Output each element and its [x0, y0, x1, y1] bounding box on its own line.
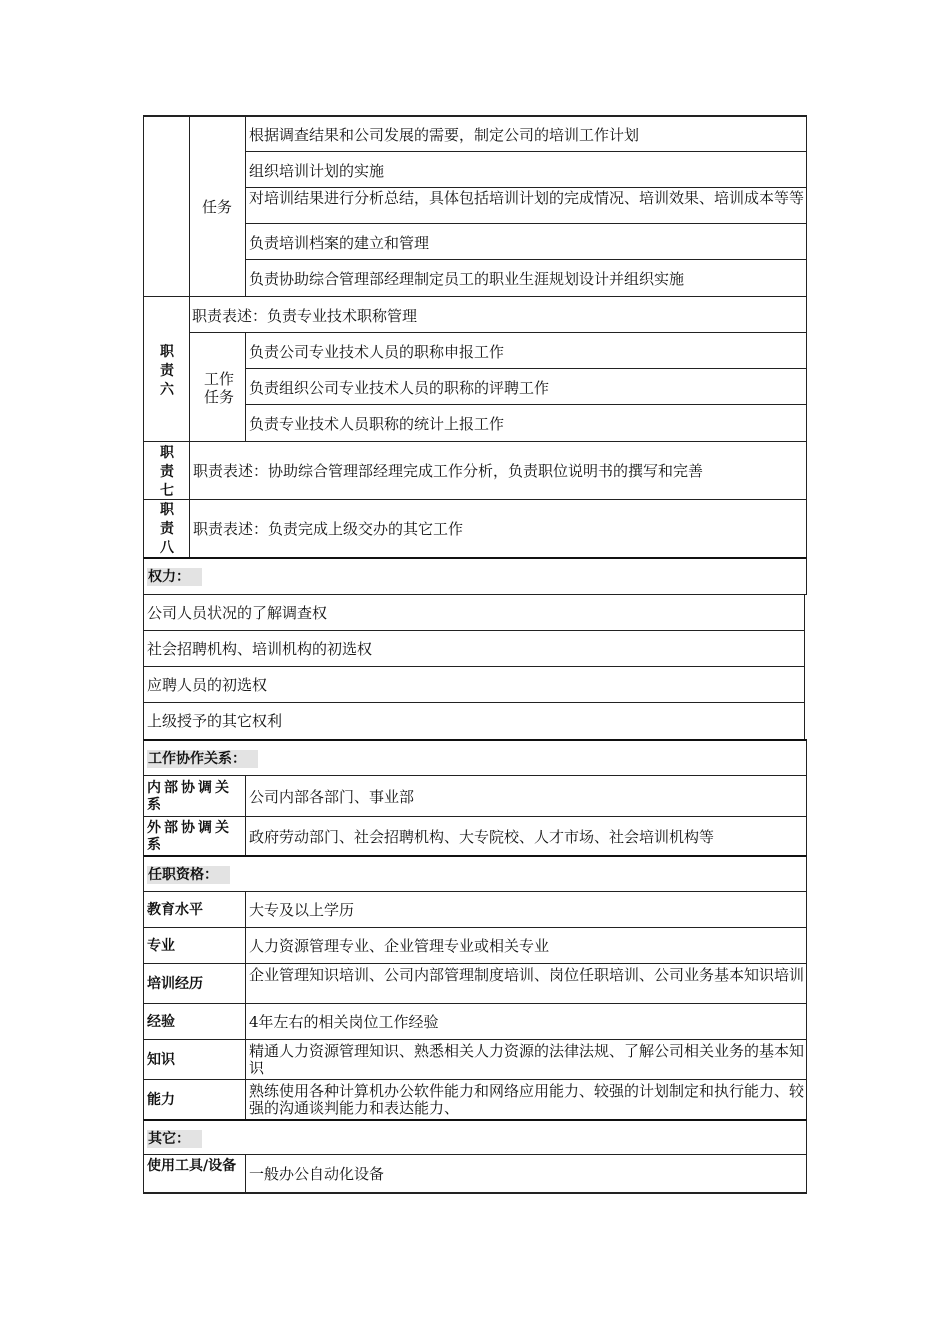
task-text: 对培训结果进行分析总结，具体包括培训计划的完成情况、培训效果、培训成本等等 — [249, 189, 805, 207]
qualification-label-cell — [143, 891, 246, 928]
qualification-label: 专业 — [147, 938, 175, 954]
others-value-cell — [245, 1154, 807, 1194]
others-label: 使用工具/设备 — [147, 1158, 237, 1174]
duty-statement: 职责表述：协助综合管理部经理完成工作分析，负责职位说明书的撰写和完善 — [193, 462, 704, 480]
duty5-task-row — [245, 223, 807, 260]
qualification-value: 企业管理知识培训、公司内部管理制度培训、岗位任职培训、公司业务基本知识培训 — [249, 966, 805, 984]
duty5-task-row — [245, 259, 807, 297]
relation-value-cell — [245, 775, 807, 817]
qualification-label: 培训经历 — [147, 976, 203, 992]
duty-statement: 职责表述：负责完成上级交办的其它工作 — [193, 520, 464, 538]
relation-value: 公司内部各部门、事业部 — [249, 788, 415, 806]
qualification-value: 大专及以上学历 — [249, 901, 355, 919]
qualification-value-cell — [245, 891, 807, 928]
qualification-value: 人力资源管理专业、企业管理专业或相关专业 — [249, 937, 550, 955]
powers-header — [143, 557, 807, 595]
duty5-task-label-cell — [189, 115, 246, 297]
section-title: 工作协作关系： — [147, 750, 258, 768]
qualification-value: 熟练使用各种计算机办公软件能力和网络应用能力、较强的计划制定和执行能力、较强的沟通谈判能力和表达能力、 — [249, 1082, 805, 1117]
task-text: 负责培训档案的建立和管理 — [249, 234, 430, 252]
power-text: 应聘人员的初选权 — [147, 676, 268, 694]
qualification-label-cell — [143, 1039, 246, 1080]
duty-statement: 职责表述：负责专业技术职称管理 — [192, 307, 418, 325]
duty6-task-row — [245, 332, 807, 369]
task-text: 负责组织公司专业技术人员的职称的评聘工作 — [249, 379, 550, 397]
task-label: 任务 — [202, 198, 233, 216]
qualification-label: 经验 — [147, 1014, 175, 1030]
duty6-task-row — [245, 404, 807, 442]
duty5-task-row — [245, 151, 807, 188]
others-label-cell — [143, 1154, 246, 1194]
qualification-value-cell — [245, 1003, 807, 1040]
duty-label: 职责七 — [160, 445, 174, 499]
duty7-statement-row — [189, 441, 807, 500]
duty5-task-row — [245, 187, 807, 224]
relation-label: 外部协调关系 — [147, 820, 232, 853]
relations-header — [143, 739, 807, 776]
task-text: 负责协助综合管理部经理制定员工的职业生涯规划设计并组织实施 — [249, 270, 685, 288]
power-text: 社会招聘机构、培训机构的初选权 — [147, 640, 373, 658]
others-value: 一般办公自动化设备 — [249, 1165, 385, 1183]
power-row — [143, 702, 805, 740]
power-text: 公司人员状况的了解调查权 — [147, 604, 328, 622]
relation-label: 内部协调关系 — [147, 780, 232, 813]
relation-label-cell — [143, 816, 246, 857]
duty-label: 职责六 — [160, 344, 174, 398]
duty5-task-row — [245, 115, 807, 152]
qualification-label-cell — [143, 963, 246, 1004]
duty6-task-row — [245, 368, 807, 405]
qualification-value: 精通人力资源管理知识、熟悉相关人力资源的法律法规、了解公司相关业务的基本知识 — [249, 1042, 805, 1077]
qualification-value-cell — [245, 1039, 807, 1080]
task-text: 负责专业技术人员职称的统计上报工作 — [249, 415, 505, 433]
qualification-label: 教育水平 — [147, 902, 203, 918]
task-text: 根据调查结果和公司发展的需要，制定公司的培训工作计划 — [249, 126, 640, 144]
qualification-value-cell — [245, 1079, 807, 1120]
others-header — [143, 1119, 807, 1155]
power-row — [143, 666, 805, 703]
qualification-label-cell — [143, 1003, 246, 1040]
relation-value: 政府劳动部门、社会招聘机构、大专院校、人才市场、社会培训机构等 — [249, 828, 715, 846]
duty5-label-cell — [143, 115, 190, 297]
power-row — [143, 594, 805, 631]
duty-label: 职责八 — [160, 502, 174, 556]
qualification-label-cell — [143, 1079, 246, 1120]
duty8-statement-row — [189, 499, 807, 558]
qualification-label: 能力 — [147, 1092, 175, 1108]
duty6-statement-row — [189, 296, 807, 333]
relation-label-cell — [143, 775, 246, 817]
qualification-value: 4年左右的相关岗位工作经验 — [249, 1013, 439, 1031]
section-title: 权力： — [147, 568, 202, 586]
qualification-label: 知识 — [147, 1052, 175, 1068]
duty6-label-cell — [143, 296, 190, 442]
power-text: 上级授予的其它权利 — [147, 712, 283, 730]
qualification-value-cell — [245, 963, 807, 1004]
relation-value-cell — [245, 816, 807, 857]
qualification-label-cell — [143, 927, 246, 964]
duty6-task-label-cell — [189, 332, 246, 442]
duty8-label-cell — [143, 499, 190, 558]
qualification-value-cell — [245, 927, 807, 964]
section-title: 其它： — [147, 1130, 202, 1148]
task-text: 负责公司专业技术人员的职称申报工作 — [249, 343, 505, 361]
task-text: 组织培训计划的实施 — [249, 162, 385, 180]
qualifications-header — [143, 855, 807, 892]
section-title: 任职资格： — [147, 866, 230, 884]
power-row — [143, 630, 805, 667]
task-label: 工作任务 — [203, 370, 234, 406]
duty7-label-cell — [143, 441, 190, 500]
